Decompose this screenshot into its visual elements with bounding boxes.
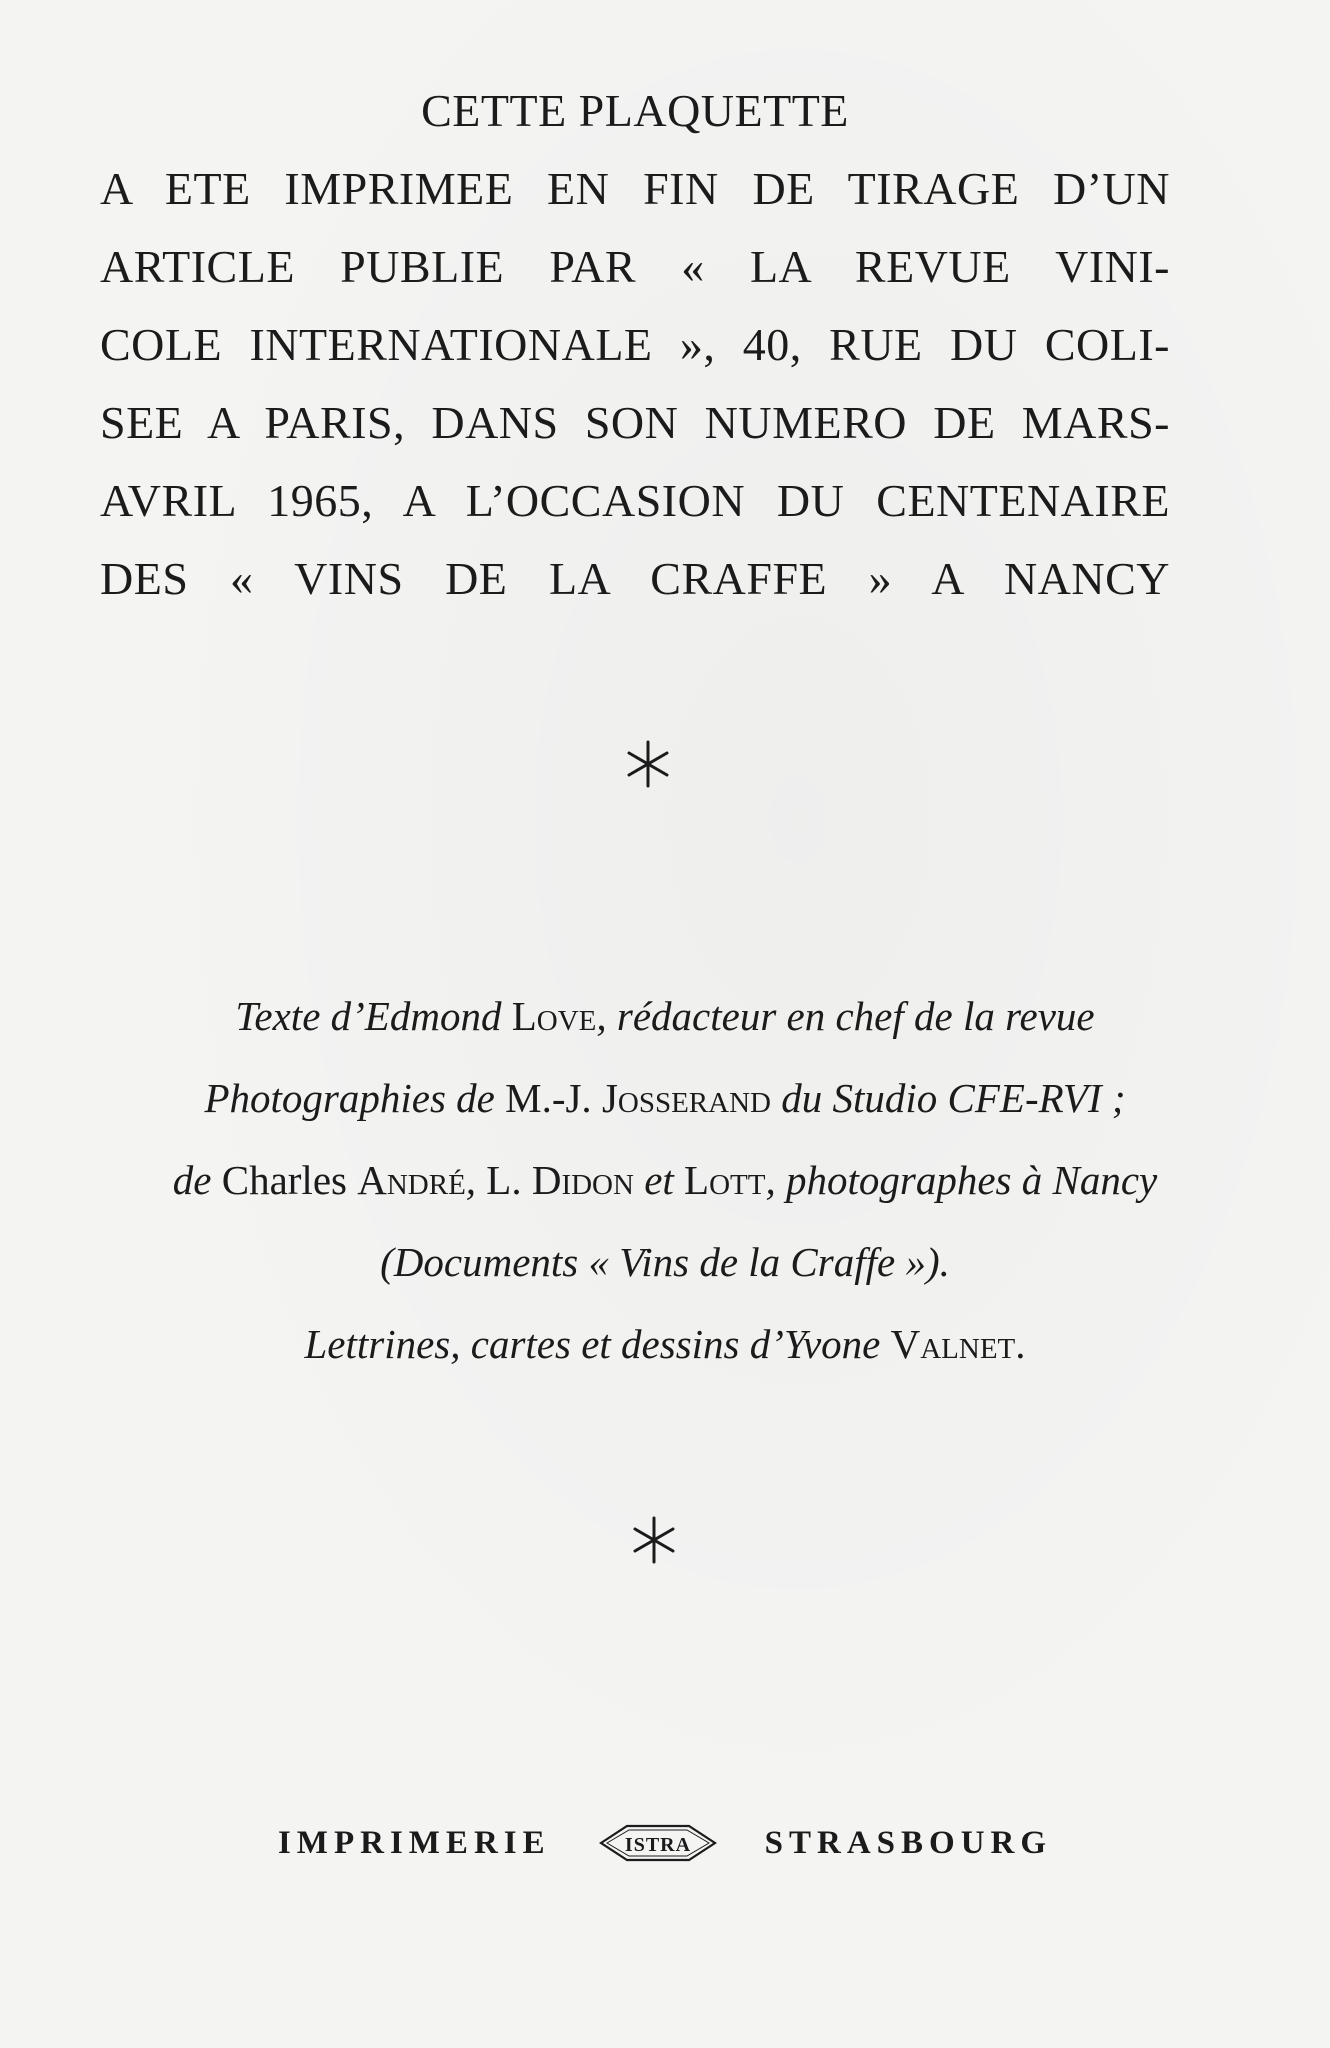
asterisk-ornament-icon	[624, 1510, 684, 1570]
credit-text: , photographes à Nancy	[765, 1157, 1158, 1203]
printer-label: IMPRIMERIE	[277, 1824, 551, 1861]
photographer-name: André	[357, 1157, 466, 1203]
author-name: Love	[511, 993, 597, 1039]
photographer-initials: M.-J.	[505, 1075, 592, 1121]
credit-text: Lettrines, cartes et dessins d’Yvone	[304, 1321, 881, 1367]
credit-text: Photographies de	[204, 1075, 495, 1121]
asterisk-ornament-icon	[618, 734, 678, 794]
colophon-line: ARTICLE PUBLIE PAR « LA REVUE VINI-	[100, 241, 1170, 292]
credit-text: du Studio CFE-RVI ;	[781, 1075, 1126, 1121]
credit-text: Texte d’Edmond	[235, 993, 502, 1039]
credit-text: , rédacteur en chef de la revue	[596, 993, 1095, 1039]
credit-line-text	[0, 975, 1330, 1057]
colophon-line: SEE A PARIS, DANS SON NUMERO DE MARS-	[100, 397, 1170, 448]
credit-text: ,	[465, 1157, 477, 1203]
colophon-line: DES « VINS DE LA CRAFFE » A NANCY	[100, 553, 1170, 604]
colophon-line: CETTE PLAQUETTE	[421, 85, 849, 136]
credit-line-photos	[0, 1057, 1330, 1139]
illustrator-name: Valnet	[890, 1321, 1016, 1367]
photographer-initials: L.	[486, 1157, 522, 1203]
colophon-line: A ETE IMPRIMEE EN FIN DE TIRAGE D’UN	[100, 163, 1170, 214]
credit-text: (Documents « Vins de la Craffe »).	[380, 1239, 950, 1285]
colophon-line: AVRIL 1965, A L’OCCASION DU CENTENAIRE	[100, 475, 1170, 526]
credit-line-documents	[0, 1221, 1330, 1303]
printer-city: STRASBOURG	[764, 1824, 1053, 1861]
credits	[0, 975, 1330, 1385]
photographer-name: Didon	[531, 1157, 634, 1203]
istra-logo	[597, 1822, 719, 1864]
colophon-text	[100, 72, 1170, 618]
credit-text: et	[644, 1157, 674, 1203]
photographer-name: Josserand	[601, 1075, 771, 1121]
credit-text: .	[1015, 1321, 1026, 1367]
credit-text: de	[172, 1157, 212, 1203]
credit-line-illustrations	[0, 1303, 1330, 1385]
credit-line-photographers	[0, 1139, 1330, 1221]
logo-text: ISTRA	[624, 1834, 691, 1856]
photographer-firstname: Charles	[221, 1157, 347, 1203]
printer-footer	[0, 1818, 1330, 1868]
colophon-line: COLE INTERNATIONALE », 40, RUE DU COLI-	[100, 319, 1170, 370]
photographer-name: Lott	[684, 1157, 766, 1203]
